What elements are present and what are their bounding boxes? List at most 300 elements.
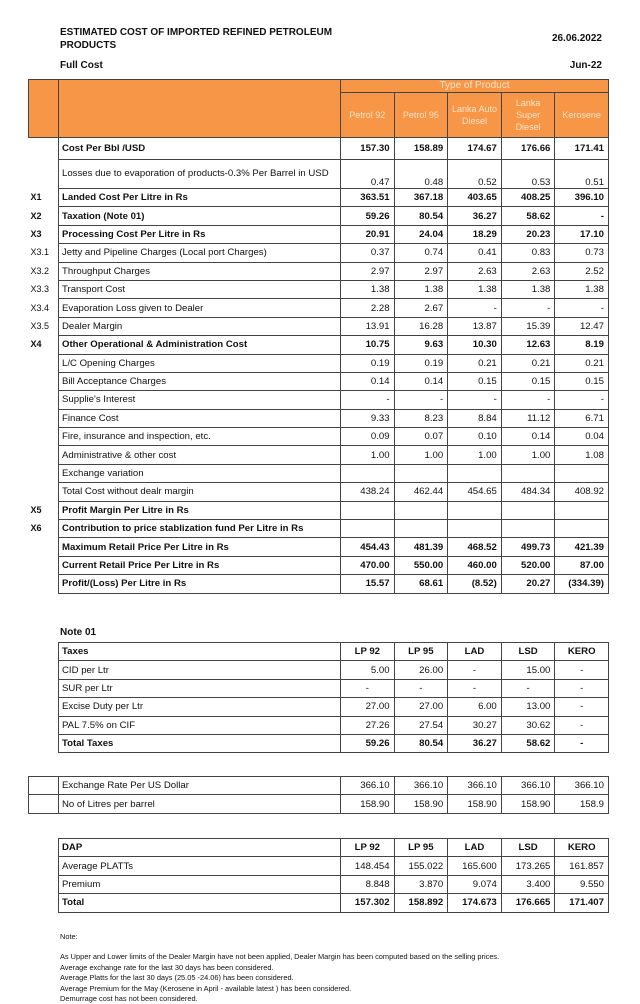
row-value: 157.302 — [341, 894, 395, 912]
row-label: SUR per Ltr — [59, 679, 341, 697]
row-value: 8.848 — [341, 875, 395, 893]
row-value: (334.39) — [555, 575, 609, 593]
row-value: 17.10 — [555, 225, 609, 243]
taxes-table — [58, 642, 609, 753]
table-row — [29, 520, 609, 538]
row-value: 499.73 — [501, 538, 555, 556]
row-value: 12.47 — [555, 317, 609, 335]
row-value: 2.28 — [341, 299, 395, 317]
row-value: 174.67 — [448, 138, 502, 160]
row-value: 80.54 — [394, 207, 448, 225]
row-value: 158.90 — [448, 795, 502, 813]
row-value: 27.54 — [394, 716, 448, 734]
row-label: Supplie's Interest — [59, 391, 341, 409]
row-value: 10.30 — [448, 336, 502, 354]
header-cell: DAP — [59, 839, 341, 857]
row-value: 1.38 — [341, 280, 395, 298]
cost-table — [28, 79, 609, 594]
row-value: 0.15 — [448, 372, 502, 390]
row-label: Taxation (Note 01) — [59, 207, 341, 225]
row-label: Profit Margin Per Litre in Rs — [59, 501, 341, 519]
table-row — [59, 875, 609, 893]
row-value — [394, 501, 448, 519]
exchange-table — [28, 776, 609, 814]
row-value: 0.14 — [501, 428, 555, 446]
row-value — [501, 520, 555, 538]
row-value: 157.30 — [341, 138, 395, 160]
row-value: 9.33 — [341, 409, 395, 427]
row-value: 1.00 — [448, 446, 502, 464]
row-value: 0.48 — [394, 160, 448, 189]
row-value: 0.19 — [341, 354, 395, 372]
row-value: 2.97 — [394, 262, 448, 280]
row-label: L/C Opening Charges — [59, 354, 341, 372]
table-row — [29, 207, 609, 225]
row-value: 366.10 — [341, 777, 395, 795]
row-code — [29, 160, 59, 189]
row-value: 8.23 — [394, 409, 448, 427]
row-value: - — [448, 391, 502, 409]
row-value: 10.75 — [341, 336, 395, 354]
table-row — [29, 483, 609, 501]
row-value: 8.84 — [448, 409, 502, 427]
table-row — [59, 698, 609, 716]
row-value: 366.10 — [501, 777, 555, 795]
row-value — [501, 501, 555, 519]
footnote-line: Demurrage cost has not been considered. — [60, 994, 198, 1004]
row-value: 87.00 — [555, 556, 609, 574]
row-value: 396.10 — [555, 189, 609, 207]
row-value: 15.39 — [501, 317, 555, 335]
table-row — [29, 538, 609, 556]
row-value — [448, 501, 502, 519]
footnote-line: Average exchange rate for the last 30 days has been considered. — [60, 962, 274, 972]
row-value: 158.90 — [501, 795, 555, 813]
row-value: 27.00 — [394, 698, 448, 716]
row-label: Contribution to price stablization fund Per Litre in Rs — [59, 520, 341, 538]
row-value: 1.00 — [501, 446, 555, 464]
table-row — [59, 734, 609, 752]
product-header: Lanka Super Diesel — [501, 93, 555, 138]
row-value: 2.67 — [394, 299, 448, 317]
row-value: 9.550 — [555, 875, 609, 893]
row-value: - — [448, 679, 502, 697]
row-value: 27.26 — [341, 716, 395, 734]
row-value: (8.52) — [448, 575, 502, 593]
table-row — [29, 428, 609, 446]
row-value: 408.92 — [555, 483, 609, 501]
header-cell: LP 92 — [341, 643, 395, 661]
row-value: - — [394, 391, 448, 409]
type-of-product-header: Type of Product — [341, 80, 609, 93]
row-value — [341, 501, 395, 519]
row-value: 16.28 — [394, 317, 448, 335]
table-row — [29, 777, 609, 795]
row-value: 27.00 — [341, 698, 395, 716]
row-value: 468.52 — [448, 538, 502, 556]
row-value: 363.51 — [341, 189, 395, 207]
row-label: PAL 7.5% on CIF — [59, 716, 341, 734]
row-value: 68.61 — [394, 575, 448, 593]
row-value — [341, 520, 395, 538]
row-value: 12.63 — [501, 336, 555, 354]
row-value: 20.23 — [501, 225, 555, 243]
row-value: 80.54 — [394, 734, 448, 752]
row-label: Profit/(Loss) Per Litre in Rs — [59, 575, 341, 593]
row-value: 408.25 — [501, 189, 555, 207]
row-code — [29, 556, 59, 574]
row-value: - — [555, 661, 609, 679]
footnote-label: Note: — [60, 932, 78, 941]
header-cell: LP 95 — [394, 839, 448, 857]
row-value: 158.89 — [394, 138, 448, 160]
product-header: Kerosene — [555, 93, 609, 138]
row-value — [448, 520, 502, 538]
row-value: 59.26 — [341, 734, 395, 752]
row-value: 158.9 — [555, 795, 609, 813]
row-code — [29, 428, 59, 446]
table-header-row — [59, 839, 609, 857]
report-date: 26.06.2022 — [551, 33, 602, 44]
header-blank-label — [59, 80, 341, 138]
row-value: 11.12 — [501, 409, 555, 427]
row-value: 0.47 — [341, 160, 395, 189]
row-label: Processing Cost Per Litre in Rs — [59, 225, 341, 243]
row-label: Exchange variation — [59, 464, 341, 482]
row-value: 1.38 — [394, 280, 448, 298]
row-value: 0.09 — [341, 428, 395, 446]
row-label: Landed Cost Per Litre in Rs — [59, 189, 341, 207]
row-value: - — [555, 698, 609, 716]
row-code — [29, 464, 59, 482]
note-01-title: Note 01 — [60, 627, 97, 638]
header-cell: Taxes — [59, 643, 341, 661]
row-value: 0.21 — [555, 354, 609, 372]
row-value: 0.14 — [394, 372, 448, 390]
row-value: 9.074 — [448, 875, 502, 893]
row-label: Total — [59, 894, 341, 912]
row-value: 0.19 — [394, 354, 448, 372]
row-code — [29, 575, 59, 593]
row-value: 158.90 — [394, 795, 448, 813]
header-cell: LP 92 — [341, 839, 395, 857]
row-value — [394, 520, 448, 538]
row-value: 0.53 — [501, 160, 555, 189]
row-value: - — [501, 391, 555, 409]
row-value — [394, 464, 448, 482]
row-label: Dealer Margin — [59, 317, 341, 335]
row-value: 158.90 — [341, 795, 395, 813]
row-value — [448, 464, 502, 482]
row-value: 520.00 — [501, 556, 555, 574]
row-code: X3.1 — [30, 247, 50, 258]
row-value: - — [555, 716, 609, 734]
footnote-line: Average Premium for the May (Kerosene in April - available latest ) has been considered. — [60, 983, 352, 993]
row-value: 0.15 — [501, 372, 555, 390]
row-label: Excise Duty per Ltr — [59, 698, 341, 716]
table-row — [29, 244, 609, 262]
table-row — [59, 679, 609, 697]
row-value: 155.022 — [394, 857, 448, 875]
table-row — [29, 299, 609, 317]
row-code — [29, 538, 59, 556]
row-value: 58.62 — [501, 207, 555, 225]
row-code: X6 — [30, 523, 42, 534]
row-value: 18.29 — [448, 225, 502, 243]
row-value: - — [555, 391, 609, 409]
row-code — [29, 777, 59, 795]
row-value: 438.24 — [341, 483, 395, 501]
row-value: 26.00 — [394, 661, 448, 679]
row-value: 158.892 — [394, 894, 448, 912]
row-value: 3.870 — [394, 875, 448, 893]
row-value: 484.34 — [501, 483, 555, 501]
table-row — [29, 575, 609, 593]
row-value: 2.52 — [555, 262, 609, 280]
row-value: 9.63 — [394, 336, 448, 354]
table-row — [29, 795, 609, 813]
header-cell: LP 95 — [394, 643, 448, 661]
row-code: X1 — [30, 192, 42, 203]
table-row — [29, 189, 609, 207]
table-row — [59, 857, 609, 875]
row-code — [29, 391, 59, 409]
row-value: 0.37 — [341, 244, 395, 262]
table-row — [29, 262, 609, 280]
row-label: Fire, insurance and inspection, etc. — [59, 428, 341, 446]
row-value: - — [555, 734, 609, 752]
product-header: Lanka Auto Diesel — [448, 93, 502, 138]
footnotes — [60, 932, 600, 1004]
row-value: 165.600 — [448, 857, 502, 875]
row-value: 58.62 — [501, 734, 555, 752]
row-value: - — [448, 299, 502, 317]
row-value: 176.665 — [501, 894, 555, 912]
row-value: 15.57 — [341, 575, 395, 593]
row-label: Maximum Retail Price Per Litre in Rs — [59, 538, 341, 556]
row-value: 421.39 — [555, 538, 609, 556]
table-row — [29, 317, 609, 335]
row-value: 36.27 — [448, 734, 502, 752]
dap-table — [58, 838, 609, 913]
row-value: 171.41 — [555, 138, 609, 160]
row-value: 0.15 — [555, 372, 609, 390]
table-row — [29, 446, 609, 464]
table-row — [29, 556, 609, 574]
row-value: 13.87 — [448, 317, 502, 335]
row-value: 161.857 — [555, 857, 609, 875]
row-value — [555, 520, 609, 538]
row-label: Throughput Charges — [59, 262, 341, 280]
row-value: 24.04 — [394, 225, 448, 243]
row-value: - — [448, 661, 502, 679]
row-code — [29, 795, 59, 813]
table-row — [29, 409, 609, 427]
row-value: 2.63 — [448, 262, 502, 280]
row-value: 1.38 — [501, 280, 555, 298]
table-row — [29, 138, 609, 160]
report-subtitle: Full Cost — [60, 60, 103, 71]
row-code: X2 — [30, 210, 42, 221]
row-code: X3 — [30, 228, 42, 239]
row-code — [29, 372, 59, 390]
table-row — [29, 336, 609, 354]
table-header-row — [59, 643, 609, 661]
row-value: - — [555, 299, 609, 317]
table-row — [59, 716, 609, 734]
table-row — [29, 160, 609, 189]
row-value: 1.00 — [394, 446, 448, 464]
table-row — [29, 501, 609, 519]
header-cell: LSD — [501, 839, 555, 857]
row-label: Administrative & other cost — [59, 446, 341, 464]
row-value: - — [341, 391, 395, 409]
row-label: Transport Cost — [59, 280, 341, 298]
table-row — [59, 661, 609, 679]
row-code: X3.3 — [30, 284, 50, 295]
row-value: 5.00 — [341, 661, 395, 679]
row-value: 454.43 — [341, 538, 395, 556]
row-value: 13.00 — [501, 698, 555, 716]
header-cell: LAD — [448, 839, 502, 857]
row-value: 15.00 — [501, 661, 555, 679]
row-code: X3.2 — [30, 265, 50, 276]
row-code — [29, 354, 59, 372]
report-month: Jun-22 — [569, 60, 602, 71]
row-code — [29, 483, 59, 501]
footnote-line: As Upper and Lower limits of the Dealer Margin have not been applied, Dealer Margin has been computed based on the selling prices. — [60, 952, 500, 962]
row-value: 470.00 — [341, 556, 395, 574]
row-value: 0.83 — [501, 244, 555, 262]
row-value: 1.38 — [448, 280, 502, 298]
row-value: 0.51 — [555, 160, 609, 189]
row-value: 8.19 — [555, 336, 609, 354]
header-cell: KERO — [555, 643, 609, 661]
row-label: Evaporation Loss given to Dealer — [59, 299, 341, 317]
product-header: Petrol 92 — [341, 93, 395, 138]
row-value — [341, 464, 395, 482]
row-label: No of Litres per barrel — [59, 795, 341, 813]
row-label: Total Cost without dealr margin — [59, 483, 341, 501]
row-code — [29, 446, 59, 464]
row-value: 2.97 — [341, 262, 395, 280]
row-value: 173.265 — [501, 857, 555, 875]
row-value: 403.65 — [448, 189, 502, 207]
row-value: 1.08 — [555, 446, 609, 464]
row-value: - — [341, 679, 395, 697]
row-value: 366.10 — [448, 777, 502, 795]
row-label: Losses due to evaporation of products-0.3% Per Barrel in USD — [59, 160, 341, 189]
header-cell: LAD — [448, 643, 502, 661]
row-label: Jetty and Pipeline Charges (Local port Charges) — [59, 244, 341, 262]
row-value: - — [555, 207, 609, 225]
row-value: 176.66 — [501, 138, 555, 160]
row-value: 366.10 — [555, 777, 609, 795]
row-value: 0.10 — [448, 428, 502, 446]
row-value — [555, 501, 609, 519]
table-row — [59, 894, 609, 912]
product-header: Petrol 95 — [394, 93, 448, 138]
row-label: CID per Ltr — [59, 661, 341, 679]
row-value: 2.63 — [501, 262, 555, 280]
row-value: 0.21 — [448, 354, 502, 372]
row-value: 59.26 — [341, 207, 395, 225]
row-value: 20.91 — [341, 225, 395, 243]
row-value: - — [501, 679, 555, 697]
row-code — [29, 409, 59, 427]
row-value: 0.52 — [448, 160, 502, 189]
row-value: 30.27 — [448, 716, 502, 734]
row-code: X3.5 — [30, 320, 50, 331]
row-value: 148.454 — [341, 857, 395, 875]
row-label: Cost Per Bbl /USD — [59, 138, 341, 160]
row-value: 30.62 — [501, 716, 555, 734]
row-value: 174.673 — [448, 894, 502, 912]
row-value: 1.38 — [555, 280, 609, 298]
row-value: - — [501, 299, 555, 317]
row-value: 0.07 — [394, 428, 448, 446]
row-value: 0.14 — [341, 372, 395, 390]
row-value: 13.91 — [341, 317, 395, 335]
table-row — [29, 391, 609, 409]
row-code: X3.4 — [30, 302, 50, 313]
row-value: 0.04 — [555, 428, 609, 446]
row-value: 0.41 — [448, 244, 502, 262]
row-value — [501, 464, 555, 482]
table-row — [29, 280, 609, 298]
row-value: 0.21 — [501, 354, 555, 372]
row-value: 6.71 — [555, 409, 609, 427]
row-value: 6.00 — [448, 698, 502, 716]
row-label: Bill Acceptance Charges — [59, 372, 341, 390]
row-label: Current Retail Price Per Litre in Rs — [59, 556, 341, 574]
row-label: Other Operational & Administration Cost — [59, 336, 341, 354]
row-value: 0.73 — [555, 244, 609, 262]
row-value: 462.44 — [394, 483, 448, 501]
row-value: 171.407 — [555, 894, 609, 912]
row-code — [29, 138, 59, 160]
row-label: Premium — [59, 875, 341, 893]
row-value — [555, 464, 609, 482]
row-value: 20.27 — [501, 575, 555, 593]
row-value: - — [394, 679, 448, 697]
row-value: 460.00 — [448, 556, 502, 574]
row-value: 3.400 — [501, 875, 555, 893]
footnote-line: Average Platts for the last 30 days (25.05 -24.06) has been considered. — [60, 973, 294, 983]
row-label: Total Taxes — [59, 734, 341, 752]
row-value: 550.00 — [394, 556, 448, 574]
row-label: Average PLATTs — [59, 857, 341, 875]
table-row — [29, 372, 609, 390]
header-cell: LSD — [501, 643, 555, 661]
row-code: X4 — [30, 339, 42, 350]
row-value: 36.27 — [448, 207, 502, 225]
table-row — [29, 354, 609, 372]
row-value: 481.39 — [394, 538, 448, 556]
row-value: 1.00 — [341, 446, 395, 464]
row-label: Finance Cost — [59, 409, 341, 427]
report-title: ESTIMATED COST OF IMPORTED REFINED PETROLEUM PRODUCTS — [60, 27, 333, 51]
row-label: Exchange Rate Per US Dollar — [59, 777, 341, 795]
table-row — [29, 464, 609, 482]
table-row — [29, 225, 609, 243]
header-cell: KERO — [555, 839, 609, 857]
row-value: 0.74 — [394, 244, 448, 262]
header-blank-code — [29, 80, 59, 138]
row-value: 454.65 — [448, 483, 502, 501]
row-value: 366.10 — [394, 777, 448, 795]
row-value: - — [555, 679, 609, 697]
